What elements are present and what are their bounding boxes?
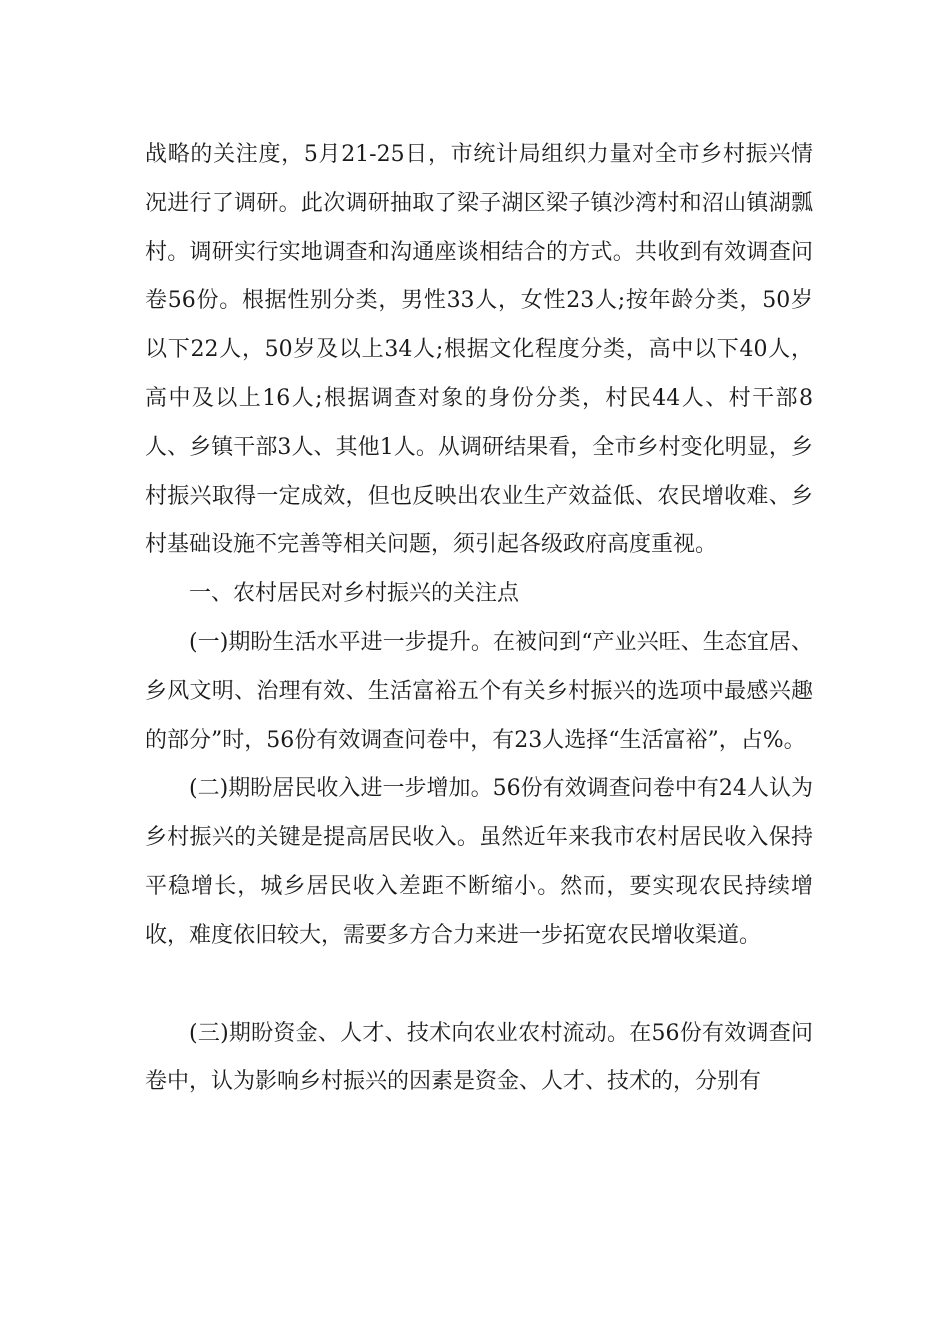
document-body (145, 131, 813, 1107)
paragraph-survey-overview: 战略的关注度，5月21-25日，市统计局组织力量对全市乡村振兴情况进行了调研。此次调研抽取了梁子湖区梁子镇沙湾村和沼山镇湖瓢村。调研实行实地调查和沟通座谈相结合的方式。共收到有效调查问卷56份。根据性别分类，男性33人，女性23人;按年龄分类，50岁以下22人，50岁及以上34人;根据文化程度分类，高中以下40人，高中及以上16人;根据调查对象的身份分类，村民44人、村干部8人、乡镇干部3人、其他1人。从调研结果看，全市乡村变化明显，乡村振兴取得一定成效，但也反映出农业生产效益低、农民增收难、乡村基础设施不完善等相关问题，须引起各级政府高度重视。 (145, 142, 813, 558)
paragraph-resources-flow: (三)期盼资金、人才、技术向农业农村流动。在56份有效调查问卷中，认为影响乡村振兴的因素是资金、人才、技术的，分别有 (145, 1020, 813, 1095)
paragraph-spacer (145, 961, 813, 1010)
section-heading-focus-points: 一、农村居民对乡村振兴的关注点 (189, 581, 520, 607)
paragraph-income-increase: (二)期盼居民收入进一步增加。56份有效调查问卷中有24人认为乡村振兴的关键是提高居民收入。虽然近年来我市农村居民收入保持平稳增长，城乡居民收入差距不断缩小。然而，要实现农民持续增收，难度依旧较大，需要多方合力来进一步拓宽农民增收渠道。 (145, 776, 813, 948)
paragraph-living-standard: (一)期盼生活水平进一步提升。在被问到“产业兴旺、生态宜居、乡风文明、治理有效、生活富裕五个有关乡村振兴的选项中最感兴趣的部分”时，56份有效调查问卷中，有23人选择“生活富裕”，占%。 (145, 629, 813, 753)
